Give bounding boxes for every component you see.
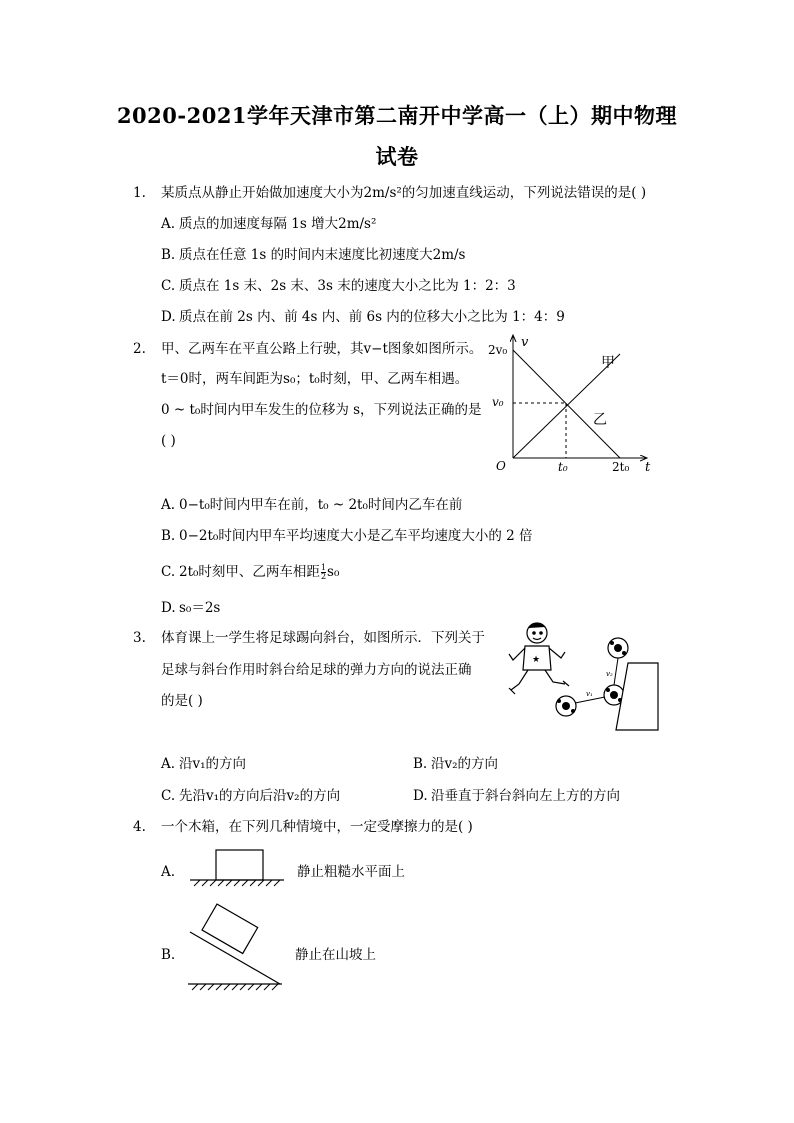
q4-figure-a [186, 846, 286, 886]
ball-top [608, 638, 628, 658]
q3-option-d [413, 787, 620, 805]
q2-option-d [161, 599, 220, 617]
vt-2t0-label: 2t₀ [612, 460, 630, 474]
q2-option-c-text: 2t₀时刻甲、乙两车相距 [179, 564, 320, 580]
q3-option-a-text: 沿v₁的方向 [179, 756, 247, 772]
q3-option-b-text: 沿v₂的方向 [431, 756, 499, 772]
doc-title-line2: 试卷 [375, 144, 419, 169]
vt-t0-label: t₀ [558, 460, 568, 474]
q1-option-d [161, 308, 565, 326]
q2-option-a-text: 0−t₀时间内甲车在前，t₀ ~ 2t₀时间内乙车在前 [179, 497, 463, 513]
vt-2v0-label: 2v₀ [488, 343, 508, 357]
q2-option-c-letter: C. [161, 564, 176, 580]
vt-v-label: v [521, 335, 529, 350]
q3-number: 3. [133, 630, 146, 646]
box-flat [216, 850, 263, 880]
q2-option-a-letter: A. [161, 497, 176, 513]
vt-jia-label: 甲 [601, 355, 615, 371]
vt-origin-label: O [496, 459, 506, 473]
q1-option-b-letter: B. [161, 247, 176, 263]
q2-stem-line2: t＝0时，两车间距为s₀；t₀时刻，甲、乙两车相遇。 [161, 371, 469, 387]
q2-option-b-text: 0−2t₀时间内甲车平均速度大小是乙车平均速度大小的 2 倍 [179, 528, 533, 544]
q2-option-a [161, 496, 462, 514]
q1-option-d-letter: D. [161, 309, 176, 325]
doc-title-line1: 2020-2021学年天津市第二南开中学高一（上）期中物理 [116, 103, 678, 128]
q1-option-a [161, 215, 376, 233]
svg-text:★: ★ [532, 655, 541, 665]
q4-figure-b [186, 906, 286, 998]
q1-number: 1. [133, 185, 146, 201]
q1-option-b-text: 质点在任意 1s 的时间内末速度比初速度大2m/s [179, 247, 466, 263]
q2-option-b [161, 527, 533, 545]
q2-option-c-fraction [321, 564, 326, 581]
q3-stem-line2: 足球与斜台作用时斜台给足球的弹力方向的说法正确 [161, 662, 472, 678]
q4-option-a-text: 静止粗糙水平面上 [297, 864, 405, 880]
ground-hatch-b [192, 984, 278, 990]
box-slope [202, 904, 258, 953]
q1-option-c-text: 质点在 1s 末、2s 末、3s 末的速度大小之比为 1：2：3 [179, 278, 516, 294]
vt-t-label: t [645, 460, 651, 475]
q1-stem: 某质点从静止开始做加速度大小为2m/s²的匀加速直线运动，下列说法错误的是( ) [161, 185, 647, 201]
q3-option-a [161, 755, 246, 773]
q4-option-b-text: 静止在山坡上 [295, 947, 376, 963]
q1-option-a-letter: A. [161, 216, 176, 232]
q2-option-d-letter: D. [161, 600, 176, 616]
q2-option-d-text: s₀＝2s [179, 600, 221, 616]
q2-option-c-post: s₀ [327, 564, 340, 580]
q1-option-c-letter: C. [161, 278, 176, 294]
q2-stem-line4: ( ) [161, 433, 176, 449]
q3-option-b [413, 755, 498, 773]
vt-v0-label: v₀ [492, 395, 504, 409]
fig-v1-label: v₁ [586, 690, 593, 698]
q3-option-b-letter: B. [413, 756, 428, 772]
vt-yi-label: 乙 [593, 412, 607, 428]
q3-option-c [161, 787, 340, 805]
football-figure [495, 618, 670, 748]
q3-option-c-letter: C. [161, 788, 176, 804]
ball-left [556, 696, 576, 716]
q2-stem-line3: 0 ~ t₀时间内甲车发生的位移为 s，下列说法正确的是 [161, 402, 482, 418]
q2-stem-line1: 甲、乙两车在平直公路上行驶，其v−t图象如图所示。 [161, 341, 483, 357]
q1-option-c [161, 277, 516, 295]
q3-stem-line3: 的是( ) [161, 693, 203, 709]
q3-option-d-text: 沿垂直于斜台斜向左上方的方向 [431, 788, 620, 804]
q3-option-a-letter: A. [161, 756, 176, 772]
q1-option-d-text: 质点在前 2s 内、前 4s 内、前 6s 内的位移大小之比为 1：4：9 [179, 309, 565, 325]
vt-graph [488, 330, 663, 475]
q2-option-b-letter: B. [161, 528, 176, 544]
q4-option-b-letter: B. [161, 947, 176, 963]
q3-option-c-text: 先沿v₁的方向后沿v₂的方向 [179, 788, 341, 804]
v2-path [614, 658, 618, 685]
ground-hatch-a [194, 880, 280, 886]
q1-option-b [161, 246, 465, 264]
fig-v2-label: v₂ [606, 670, 613, 678]
student-figure [509, 623, 569, 694]
q2-fraction-num: 1 [320, 563, 327, 572]
q4-option-a-letter: A. [161, 864, 176, 880]
q3-option-d-letter: D. [413, 788, 428, 804]
q4-number: 4. [133, 819, 146, 835]
q1-option-a-text: 质点的加速度每隔 1s 增大2m/s² [179, 216, 377, 232]
q4-stem: 一个木箱，在下列几种情境中，一定受摩擦力的是( ) [161, 819, 473, 835]
incline-block [616, 663, 658, 730]
q3-stem-line1: 体育课上一学生将足球踢向斜台，如图所示．下列关于 [161, 630, 485, 646]
q2-option-c [161, 563, 339, 581]
q2-fraction-den: 2 [320, 572, 327, 581]
q2-number: 2. [133, 341, 146, 357]
